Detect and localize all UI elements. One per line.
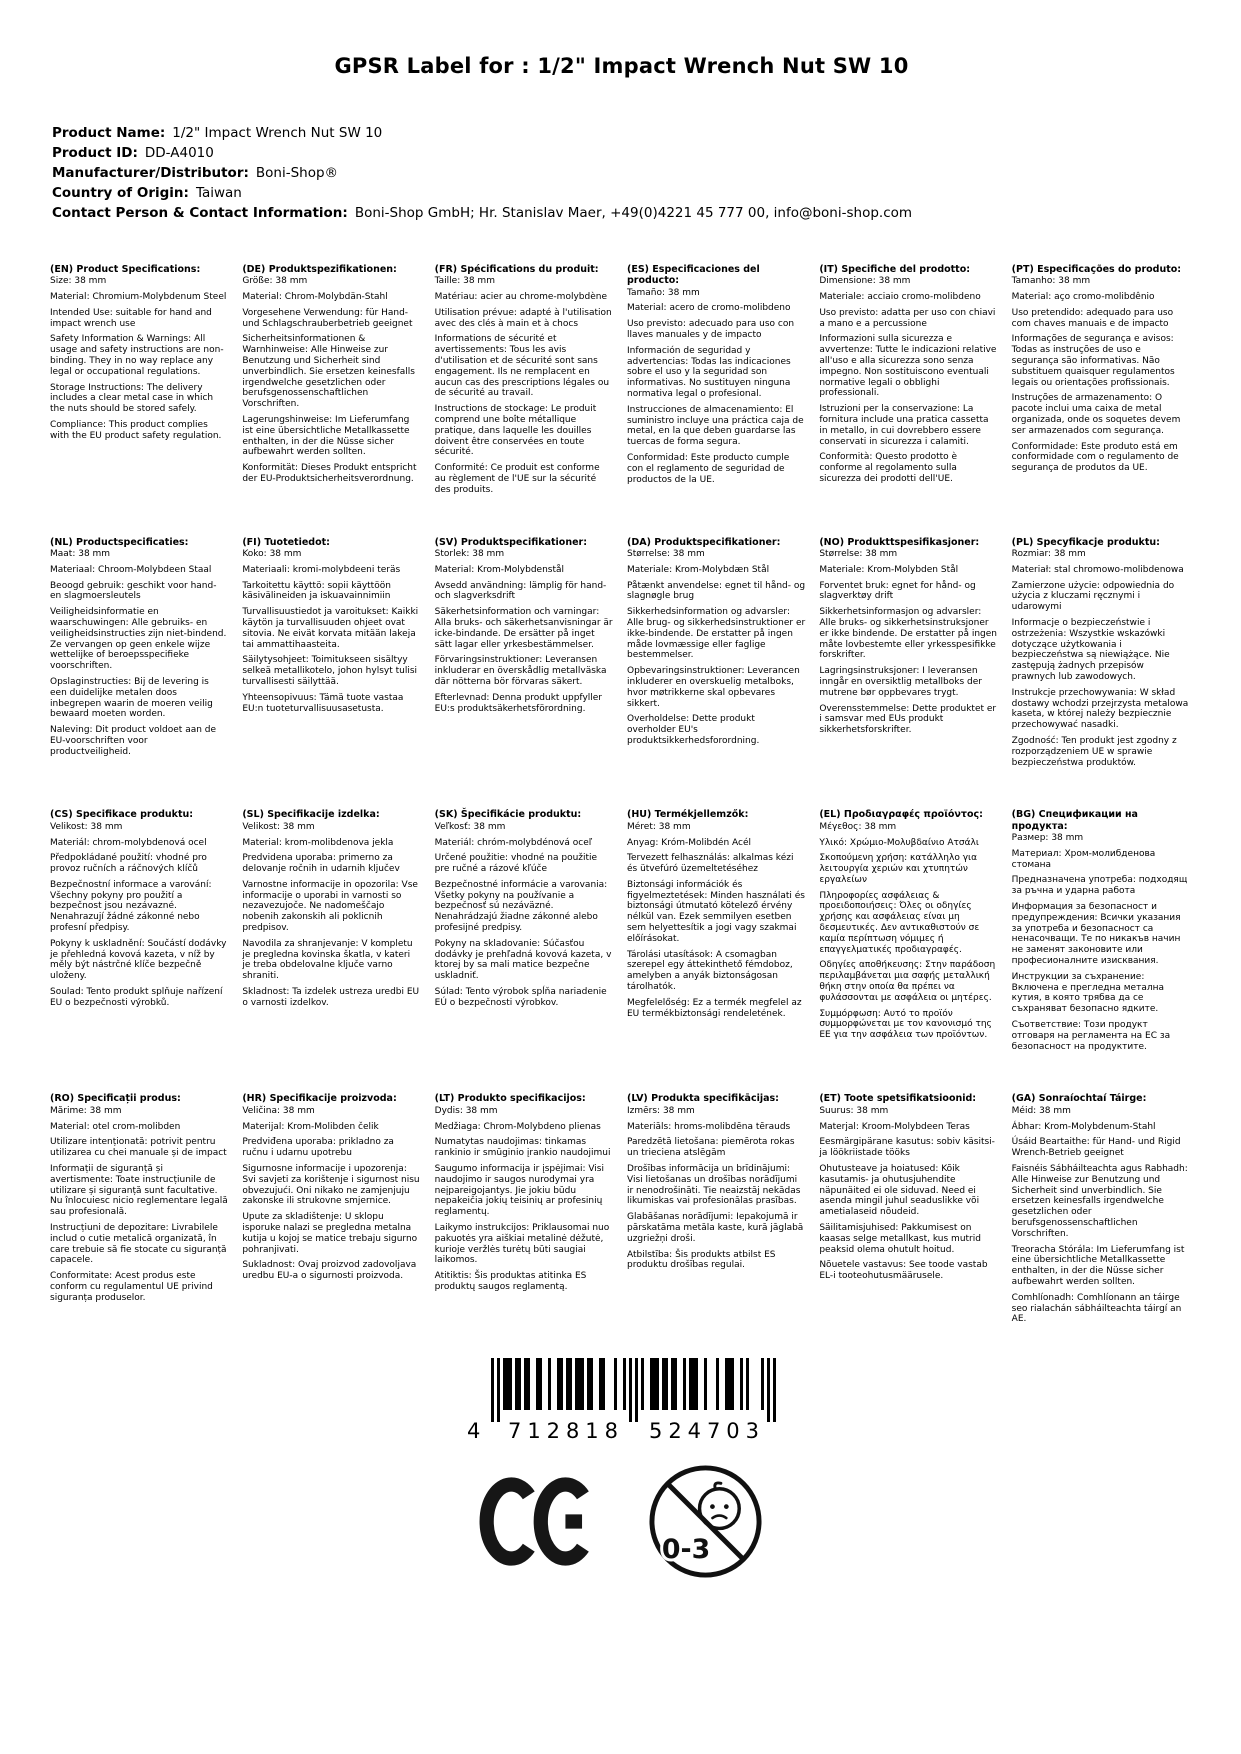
spec-paragraph: Určené použitie: vhodné na použitie pre ručné a rázové kľúče xyxy=(434,853,598,875)
spec-paragraph: Drošības informācija un brīdinājumi: Visi lietošanas un drošības norādījumi ir nenodrošināti. Tie neaizstāj nekādas likumiskas vai profesionālas prasības. xyxy=(626,1164,801,1207)
spec-paragraph: Ábhar: Krom-Molybdenum-Stahl xyxy=(1011,1121,1156,1132)
spec-block-body xyxy=(819,822,997,1041)
product-info-value: Boni-Shop® xyxy=(255,164,339,181)
spec-paragraph: Maat: 38 mm xyxy=(50,548,111,559)
spec-paragraph: Πληροφορίες ασφάλειας & προειδοποιήσεις: Όλες οι οδηγίες χρήσης και ασφάλειας είναι μη δεσμευτικές. Δεν αντικαθιστούν σε καμία περίπτωση νόμιμες ή επαγγελματικές προδιαγραφές. xyxy=(819,890,980,955)
spec-paragraph: Dimensione: 38 mm xyxy=(819,276,911,287)
spec-block-no xyxy=(819,537,997,774)
barcode-bar-group xyxy=(491,1358,776,1422)
spec-block-hu xyxy=(627,809,805,1057)
spec-block-heading: (ES) Especificaciones del producto: xyxy=(626,263,760,287)
spec-paragraph: Méid: 38 mm xyxy=(1011,1105,1071,1116)
spec-paragraph: Informații de siguranță și avertismente: Toate instrucțiunile de utilizare și siguranță sunt facultative. Nu înlocuiesc nicio reglementare legală sau profesională. xyxy=(50,1164,228,1218)
spec-paragraph: Conformité: Ce produit est conforme au règlement de l'UE sur la sécurité des produits. xyxy=(434,463,600,495)
spec-paragraph: Materiál: chrom-molybdenová ocel xyxy=(50,837,207,848)
spec-paragraph: Atbilstība: Šis produkts atbilst ES produktu drošības regulai. xyxy=(626,1249,776,1271)
compliance-symbols-row xyxy=(50,1462,1193,1581)
age-warning-0-3-icon xyxy=(646,1462,765,1581)
spec-paragraph: Bezpečnostné informácie a varovania: Všetky pokyny na používanie a bezpečnosť sú nezáväzné. Nenahrádzajú žiadne zákonné alebo profesijné predpisy. xyxy=(434,879,608,934)
spec-paragraph: Tervezett felhasználás: alkalmas kézi és ütvefúró üzemeltetéséhez xyxy=(626,853,794,875)
spec-block-cs xyxy=(50,809,228,1057)
spec-paragraph: Materiał: stal chromowo-molibdenowa xyxy=(1011,564,1184,575)
product-info-label: Product Name: xyxy=(52,125,166,141)
spec-block-heading: (EN) Product Specifications: xyxy=(50,263,201,275)
spec-block-heading: (FR) Spécifications du produit: xyxy=(434,263,599,275)
spec-block-sv xyxy=(435,537,613,774)
spec-paragraph: Safety Information & Warnings: All usage and safety instructions are non-binding. They in no way replace any legal or occupational regulations. xyxy=(50,334,224,377)
product-info-value: Boni-Shop GmbH; Hr. Stanislav Maer, +49(0)4221 45 777 00, info@boni-shop.com xyxy=(354,204,913,221)
spec-paragraph: Laikymo instrukcijos: Priklausomai nuo pakuotės yra aiškiai metalinė dėžutė, kurioje veržlės turėtų būti saugiai laikomos. xyxy=(434,1223,610,1266)
spec-paragraph: Intended Use: suitable for hand and impact wrench use xyxy=(50,307,212,329)
barcode-bars xyxy=(465,1358,779,1446)
spec-grid xyxy=(50,264,1190,1330)
spec-paragraph: Materiale: Krom-Molybdæn Stål xyxy=(626,564,770,575)
spec-paragraph: Conformidad: Este producto cumple con el reglamento de seguridad de productos de la UE. xyxy=(626,452,790,485)
spec-paragraph: Matériau: acier au chrome-molybdène xyxy=(434,292,607,303)
spec-paragraph: Předpokládané použití: vhodné pro provoz ručních a ráčnových klíčů xyxy=(50,853,207,875)
spec-paragraph: Съответствие: Този продукт отговаря на регламента на ЕС за безопасност на продуктите. xyxy=(1011,1020,1171,1052)
spec-paragraph: Tárolási utasítások: A csomagban szerepel egy áttekinthető fémdoboz, amelyben a anyák biztonságosan tárolhatók. xyxy=(626,949,793,993)
spec-block-body xyxy=(1012,833,1190,1052)
spec-paragraph: Материал: Хром-молибденова стомана xyxy=(1011,848,1156,870)
spec-block-body xyxy=(242,549,420,714)
spec-paragraph: Avsedd användning: lämplig för hand- och slagverksdrift xyxy=(434,580,607,602)
spec-paragraph: Lagerungshinweise: Im Lieferumfang ist eine übersichtliche Metallkassette enthalten, in der die Nüsse sicher aufbewahrt werden sollten. xyxy=(242,415,410,458)
spec-paragraph: Koko: 38 mm xyxy=(242,548,302,559)
spec-block-sl xyxy=(242,809,420,1057)
age-warning-label: 0-3 xyxy=(661,1534,711,1566)
spec-paragraph: Material: acero de cromo-molibdeno xyxy=(626,303,791,314)
spec-block-it xyxy=(819,264,997,501)
spec-paragraph: Materiál: chróm-molybdénová oceľ xyxy=(434,837,593,848)
spec-paragraph: Uso previsto: adecuado para uso con llaves manuales y de impacto xyxy=(626,319,795,341)
spec-paragraph: Materiaal: Chroom-Molybdeen Staal xyxy=(50,564,212,575)
product-info-row xyxy=(52,204,1193,224)
spec-paragraph: Tarkoitettu käyttö: sopii käyttöön käsivälineiden ja iskuavainnimiin xyxy=(242,580,391,602)
spec-block-body xyxy=(627,288,805,486)
spec-block-heading: (LT) Produkto specifikacijos: xyxy=(434,1093,586,1105)
spec-paragraph: Οδηγίες αποθήκευσης: Στην παράδοση περιλαμβάνεται μια σαφής μεταλλική θήκη στην οποία θα πρέπει να φυλάσσονται με ασφάλεια οι μητέρες. xyxy=(819,960,996,1003)
spec-paragraph: Størrelse: 38 mm xyxy=(819,548,898,559)
spec-block-heading: (IT) Specifiche del prodotto: xyxy=(819,263,971,275)
product-info-label: Manufacturer/Distributor: xyxy=(52,164,249,181)
spec-block-heading: (PT) Especificações do produto: xyxy=(1011,263,1182,275)
barcode-left-group: 712818 xyxy=(507,1419,618,1444)
spec-block-heading: (BG) Спецификации на продукта: xyxy=(1011,809,1138,832)
product-info-label: Country of Origin: xyxy=(52,184,189,201)
spec-paragraph: Zamierzone użycie: odpowiednia do użycia z kluczami ręcznymi i udarowymi xyxy=(1011,580,1175,613)
barcode-first-digit: 4 xyxy=(466,1419,480,1444)
spec-paragraph: Conformidade: Este produto está em conformidade com o regulamento de segurança de produtos da UE. xyxy=(1011,441,1179,474)
spec-paragraph: Yhteensopivuus: Tämä tuote vastaa EU:n tuoteturvallisuusasetusta. xyxy=(242,692,404,714)
spec-block-heading: (NO) Produkttspesifikasjoner: xyxy=(819,536,980,548)
spec-paragraph: Utilisation prévue: adapté à l'utilisation avec des clés à main et à chocs xyxy=(434,307,612,329)
spec-paragraph: Materjal: Kroom-Molybdeen Teras xyxy=(819,1121,970,1132)
spec-paragraph: Forventet bruk: egnet for hånd- og slagverktøy drift xyxy=(819,580,976,602)
spec-paragraph: Material: otel crom-molibden xyxy=(50,1121,181,1132)
spec-paragraph: Storage Instructions: The delivery includes a clear metal case in which the nuts should be stored safely. xyxy=(50,382,214,415)
spec-paragraph: Material: krom-molibdenova jekla xyxy=(242,837,394,848)
spec-paragraph: Materiale: acciaio cromo-molibdeno xyxy=(819,292,981,303)
spec-block-body xyxy=(1012,276,1190,474)
spec-paragraph: Material: Krom-Molybdenstål xyxy=(434,564,565,575)
spec-paragraph: Υλικό: Χρώμιο-Μολυβδαίνιο Ατσάλι xyxy=(819,837,979,848)
spec-block-lv xyxy=(627,1093,805,1330)
product-info-label: Product ID: xyxy=(52,144,138,161)
spec-paragraph: Størrelse: 38 mm xyxy=(626,548,705,559)
spec-paragraph: Uso pretendido: adequado para uso com chaves manuais e de impacto xyxy=(1011,307,1174,329)
spec-paragraph: Instrucțiuni de depozitare: Livrabilele includ o cutie metalică organizată, în care trebuie să fie stocate cu siguranță capacele. xyxy=(50,1223,227,1266)
spec-block-heading: (RO) Specificații produs: xyxy=(50,1093,181,1105)
spec-block-body xyxy=(627,1106,805,1271)
spec-paragraph: Opbevaringsinstruktioner: Leverancen inkluderer en overskuelig metalboks, hvor møtrikkerne skal opbevares sikkert. xyxy=(626,666,800,709)
spec-paragraph: Upute za skladištenje: U sklopu isporuke nalazi se pregledna metalna kutija u kojoj se matice trebaju sigurno pohranjivati. xyxy=(242,1212,418,1255)
spec-paragraph: Sukladnost: Ovaj proizvod zadovoljava uredbu EU-a o sigurnosti proizvoda. xyxy=(242,1260,417,1282)
product-info-value: DD-A4010 xyxy=(144,144,214,161)
spec-block-body xyxy=(50,276,228,441)
spec-block-body xyxy=(819,1106,997,1282)
spec-block-heading: (EL) Προδιαγραφές προϊόντος: xyxy=(819,809,983,821)
spec-paragraph: Size: 38 mm xyxy=(50,276,107,287)
spec-paragraph: Instrucciones de almacenamiento: El suministro incluye una práctica caja de metal, en la que deben guardarse las tuercas de forma segura. xyxy=(626,404,804,448)
spec-paragraph: Materiale: Krom-Molybden Stål xyxy=(819,564,959,575)
spec-paragraph: Opslaginstructies: Bij de levering is een duidelijke metalen doos inbegrepen waarin de moeren veilig bewaard moeten worden. xyxy=(50,676,213,720)
spec-block-nl xyxy=(50,537,228,774)
spec-paragraph: Lagringsinstruksjoner: I leveransen inngår en oversiktlig metallboks der mutrene bør oppbevares trygt. xyxy=(819,666,982,698)
product-info-section xyxy=(52,124,1193,224)
spec-paragraph: Biztonsági információk és figyelmeztetések: Minden használati és biztonsági útmutató kötelező érvény nélkül van. Ezek semmilyen esetben sem helyettesítik a jogi vagy szakmai előírásokat. xyxy=(626,879,805,944)
spec-paragraph: Megfelelőség: Ez a termék megfelel az EU termékbiztonsági rendeletének. xyxy=(626,997,802,1019)
spec-paragraph: Dydis: 38 mm xyxy=(434,1105,498,1116)
spec-paragraph: Instrukcje przechowywania: W skład dostawy wchodzi przejrzysta metalowa kaseta, w której należy bezpiecznie przechowywać nasadki. xyxy=(1011,687,1189,731)
spec-paragraph: Förvaringsinstruktioner: Leveransen inkluderar en överskådlig metallväska där nötterna bör förvaras säkert. xyxy=(434,655,607,687)
spec-block-body xyxy=(50,1106,228,1304)
spec-paragraph: Utilizare intenționată: potrivit pentru utilizarea cu chei manuale și de impact xyxy=(50,1137,227,1159)
barcode-section xyxy=(50,1358,1193,1581)
spec-block-heading: (SK) Špecifikácie produktu: xyxy=(434,809,582,821)
spec-paragraph: Sikkerhetsinformasjon og advarsler: Alle bruks- og sikkerhetsinstruksjoner er ikke bindende. De erstatter på ingen måte lovbestemte eller yrkesspesifikke forskrifter. xyxy=(819,607,997,661)
spec-block-body xyxy=(242,1106,420,1282)
spec-block-heading: (HU) Termékjellemzők: xyxy=(626,809,749,821)
spec-paragraph: Veličina: 38 mm xyxy=(242,1105,315,1116)
product-info-row xyxy=(52,164,1193,184)
spec-block-bg xyxy=(1012,809,1190,1057)
spec-block-heading: (DA) Produktspecifikationer: xyxy=(626,536,781,548)
spec-paragraph: Medžiaga: Chrom-Molybdeno plienas xyxy=(434,1121,601,1132)
spec-paragraph: Compliance: This product complies with the EU product safety regulation. xyxy=(50,420,222,441)
spec-paragraph: Eesmärgipärane kasutus: sobiv käsitsi- ja löökriistade tööks xyxy=(819,1137,995,1159)
spec-block-fi xyxy=(242,537,420,774)
spec-block-body xyxy=(627,822,805,1020)
spec-block-body xyxy=(1012,1106,1190,1325)
spec-paragraph: Comhlíonadh: Comhlíonann an táirge seo rialachán sábháilteachta táirgí an AE. xyxy=(1011,1292,1182,1325)
spec-paragraph: Material: Chromium-Molybdenum Steel xyxy=(50,292,227,303)
spec-paragraph: Μέγεθος: 38 mm xyxy=(819,821,897,832)
spec-block-heading: (HR) Specifikacije proizvoda: xyxy=(242,1093,397,1105)
spec-paragraph: Mărime: 38 mm xyxy=(50,1105,122,1116)
spec-block-body xyxy=(819,276,997,485)
spec-paragraph: Conformitate: Acest produs este conform cu regulamentul UE privind siguranța produselor. xyxy=(50,1271,213,1303)
product-info-value: Taiwan xyxy=(195,184,242,201)
spec-paragraph: Tamanho: 38 mm xyxy=(1011,276,1091,287)
product-info-label: Contact Person & Contact Information: xyxy=(52,204,348,221)
spec-paragraph: Zgodność: Ten produkt jest zgodny z rozporządzeniem UE w sprawie bezpieczeństwa produktów. xyxy=(1011,735,1177,768)
spec-paragraph: Informations de sécurité et avertissements: Tous les avis d'utilisation et de sécurité sont sans engagement. Ils ne remplacent en aucun cas des prescriptions légales ou de sécurité au travail. xyxy=(434,334,610,399)
spec-paragraph: Säkerhetsinformation och varningar: Alla bruks- och säkerhetsanvisningar är icke-bindande. De ersätter på inget sätt lagar eller yrkesbestämmelser. xyxy=(434,607,613,650)
spec-block-sk xyxy=(435,809,613,1057)
spec-paragraph: Påtænkt anvendelse: egnet til hånd- og slagnøgle brug xyxy=(626,580,806,602)
spec-block-el xyxy=(819,809,997,1057)
spec-paragraph: Vorgesehene Verwendung: für Hand- und Schlagschrauberbetrieb geeignet xyxy=(242,307,413,329)
spec-paragraph: Méret: 38 mm xyxy=(626,821,691,832)
spec-block-body xyxy=(627,549,805,747)
spec-paragraph: Storlek: 38 mm xyxy=(434,548,505,559)
spec-paragraph: Taille: 38 mm xyxy=(434,276,495,287)
spec-paragraph: Materiāls: hroms-molibdēna tērauds xyxy=(626,1121,791,1132)
spec-paragraph: Rozmiar: 38 mm xyxy=(1011,548,1086,559)
spec-paragraph: Faisnéis Sábháilteachta agus Rabhadh: Alle Hinweise zur Benutzung und Sicherheit sind unverbindlich. Sie ersetzen keinesfalls irgendwelche gesetzlichen oder berufsgenossenschaftlichen Vorschriften. xyxy=(1011,1164,1188,1239)
spec-paragraph: Suurus: 38 mm xyxy=(819,1105,889,1116)
spec-paragraph: Efterlevnad: Denna produkt uppfyller EU:s produktsäkerhetsförordning. xyxy=(434,692,603,714)
spec-block-body xyxy=(242,276,420,485)
spec-paragraph: Velikost: 38 mm xyxy=(50,821,123,832)
spec-paragraph: Informazioni sulla sicurezza e avvertenze: Tutte le indicazioni relative all'uso e alla sicurezza sono senza impegno. Non sostituiscono eventuali normative legali o obblighi professionali. xyxy=(819,334,997,399)
spec-block-body xyxy=(435,822,613,1009)
spec-block-es xyxy=(627,264,805,501)
spec-block-heading: (FI) Tuotetiedot: xyxy=(242,536,330,548)
spec-paragraph: Materiaali: kromi-molybdeeni teräs xyxy=(242,564,401,575)
spec-block-ga xyxy=(1012,1093,1190,1330)
spec-paragraph: Предназначена употреба: подходящ за ръчна и ударна работа xyxy=(1011,875,1188,897)
ce-mark-icon xyxy=(478,1475,594,1569)
spec-block-heading: (LV) Produkta specifikācijas: xyxy=(626,1093,779,1105)
spec-paragraph: Информация за безопасност и предупреждения: Всички указания за употреба и безопасност са ненасочващи. Те по никакъв начин не заменят законовите или професионалните изисквания. xyxy=(1011,902,1181,967)
spec-paragraph: Beoogd gebruik: geschikt voor hand- en slagmoersleutels xyxy=(50,580,217,602)
spec-paragraph: Nõuetele vastavus: See toode vastab EL-i tooteohutusmäärusele. xyxy=(819,1260,988,1282)
spec-paragraph: Información de seguridad y advertencias: Todas las indicaciones sobre el uso y la seguridad son informativas. No sustituyen ninguna normativa legal o profesional. xyxy=(626,345,791,399)
spec-paragraph: Veiligheidsinformatie en waarschuwingen: Alle gebruiks- en veiligheidsinstructies zijn niet-bindend. Ze vervangen op geen enkele wijze wettelijke of beroepsspecifieke voorschriften. xyxy=(50,607,227,672)
product-info-value: 1/2" Impact Wrench Nut SW 10 xyxy=(172,125,383,141)
spec-paragraph: Veľkosť: 38 mm xyxy=(434,821,506,832)
spec-block-heading: (CS) Specifikace produktu: xyxy=(50,809,194,821)
spec-block-heading: (SL) Specifikacije izdelka: xyxy=(242,809,380,821)
spec-block-body xyxy=(50,822,228,1009)
spec-block-heading: (DE) Produktspezifikationen: xyxy=(242,263,397,275)
spec-paragraph: Saugumo informacija ir įspėjimai: Visi naudojimo ir saugos nurodymai yra neįpareigojantys. Jie jokiu būdu nepakeičia jokių teisinių ar profesinių reglamentų. xyxy=(434,1164,604,1218)
spec-paragraph: Instructions de stockage: Le produit comprend une boîte métallique pratique, dans laquelle les douilles doivent être conservées en toute sécurité. xyxy=(434,404,597,458)
spec-block-body xyxy=(50,549,228,758)
spec-block-et xyxy=(819,1093,997,1330)
spec-block-de xyxy=(242,264,420,501)
spec-paragraph: Soulad: Tento produkt splňuje nařízení EU o bezpečnosti výrobků. xyxy=(50,987,223,1008)
product-info-row xyxy=(52,124,1193,144)
spec-paragraph: Numatytas naudojimas: tinkamas rankinio ir smūginio įrankio naudojimui xyxy=(434,1137,611,1159)
spec-paragraph: Overensstemmelse: Dette produktet er i samsvar med EUs produkt sikkerhetsforskrifter. xyxy=(819,703,997,736)
spec-paragraph: Conformità: Questo prodotto è conforme al regolamento sulla sicurezza dei prodotti dell'UE. xyxy=(819,452,958,484)
spec-paragraph: Predviđena uporaba: prikladno za ručnu i udarnu upotrebu xyxy=(242,1137,394,1159)
spec-paragraph: Sicherheitsinformationen & Warnhinweise: Alle Hinweise zur Benutzung und Sicherheit sind unverbindlich. Sie ersetzen keinesfalls irgendwelche gesetzlichen oder berufsgenossenschaftlichen Vorschriften. xyxy=(242,334,415,410)
spec-block-heading: (SV) Produktspecifikationer: xyxy=(434,536,588,548)
spec-paragraph: Pokyny k uskladnění: Součástí dodávky je přehledná kovová kazeta, v níž by měly být nástrčné klíče bezpečně uloženy. xyxy=(50,938,227,982)
spec-paragraph: Informações de segurança e avisos: Todas as instruções de uso e segurança são informativas. Não substituem quaisquer regulamentos legais ou orientações profissionais. xyxy=(1011,334,1175,388)
spec-paragraph: Συμμόρφωση: Αυτό το προϊόν συμμορφώνεται με τον κανονισμό της ΕΕ για την ασφάλεια των προϊόντων. xyxy=(819,1008,992,1041)
spec-paragraph: Izmērs: 38 mm xyxy=(626,1105,695,1116)
spec-paragraph: Sigurnosne informacije i upozorenja: Svi savjeti za korištenje i sigurnost nisu obvezujući. Oni nikako ne zamjenjuju zakonske ili strukovne smjernice. xyxy=(242,1164,420,1207)
spec-paragraph: Atitiktis: Šis produktas atitinka ES produktų saugos reglamentą. xyxy=(434,1271,587,1292)
spec-paragraph: Turvallisuustiedot ja varoitukset: Kaikki käytön ja turvallisuuden ohjeet ovat sitovia. Ne eivät korvata mitään lakeja tai ammattihaasteita. xyxy=(242,607,419,650)
spec-paragraph: Úsáid Beartaithe: für Hand- und Rigid Wrench-Betrieb geeignet xyxy=(1011,1137,1181,1159)
ean13-barcode xyxy=(465,1358,779,1450)
spec-paragraph: Konformität: Dieses Produkt entspricht der EU-Produktsicherheitsverordnung. xyxy=(242,463,417,484)
spec-block-da xyxy=(627,537,805,774)
spec-block-body xyxy=(242,822,420,1009)
spec-block-body xyxy=(819,549,997,736)
barcode-right-group: 524703 xyxy=(648,1419,759,1444)
spec-block-heading: (ET) Toote spetsifikatsioonid: xyxy=(819,1093,977,1105)
spec-paragraph: Tamaño: 38 mm xyxy=(626,287,700,298)
spec-block-lt xyxy=(435,1093,613,1330)
page-title: GPSR Label for : 1/2" Impact Wrench Nut SW 10 xyxy=(334,54,909,78)
spec-paragraph: Paredzētā lietošana: piemērota rokas un trieciena atslēgām xyxy=(626,1137,795,1159)
spec-paragraph: Anyag: Króm-Molibdén Acél xyxy=(626,837,752,848)
spec-paragraph: Velikost: 38 mm xyxy=(242,821,315,832)
spec-block-body xyxy=(435,549,613,714)
spec-block-body xyxy=(435,276,613,495)
spec-paragraph: Varnostne informacije in opozorila: Vse informacije o uporabi in varnosti so nezavezujoče. Ne nadomeščajo nobenih zakonskih ali poklicnih predpisov. xyxy=(242,879,418,934)
spec-paragraph: Sikkerhedsinformation og advarsler: Alle brug- og sikkerhedsinstruktioner er ikke-bindende. De erstatter på ingen måde lovmæssige eller faglige bestemmelser. xyxy=(626,607,806,661)
spec-block-hr xyxy=(242,1093,420,1330)
spec-block-heading: (NL) Productspecificaties: xyxy=(50,536,189,548)
spec-paragraph: Materijal: Krom-Molibden čelik xyxy=(242,1121,379,1132)
spec-paragraph: Bezpečnostní informace a varování: Všechny pokyny pro použití a bezpečnost jsou nezávazné. Nenahrazují žádné zákonné nebo profesní předpisy. xyxy=(50,879,212,934)
spec-paragraph: Skladnost: Ta izdelek ustreza uredbi EU o varnosti izdelkov. xyxy=(242,987,420,1008)
spec-paragraph: Informacje o bezpieczeństwie i ostrzeżenia: Wszystkie wskazówki dotyczące użytkowania i bezpieczeństwa są niewiążące. Nie zastępują żadnych przepisów prawnych lub zawodowych. xyxy=(1011,617,1170,682)
spec-paragraph: Súlad: Tento výrobok spĺňa nariadenie EÚ o bezpečnosti výrobkov. xyxy=(434,987,607,1008)
spec-paragraph: Uso previsto: adatta per uso con chiavi a mano e a percussione xyxy=(819,307,996,329)
spec-paragraph: Material: aço cromo-molibdênio xyxy=(1011,292,1155,303)
product-info-row xyxy=(52,184,1193,204)
spec-block-en xyxy=(50,264,228,501)
spec-paragraph: Инструкции за съхранение: Включена е прегледна метална кутия, в която трябва да се съхраняват безопасно ядките. xyxy=(1011,971,1164,1015)
spec-block-heading: (PL) Specyfikacje produktu: xyxy=(1011,536,1160,548)
spec-paragraph: Material: Chrom-Molybdän-Stahl xyxy=(242,292,388,303)
spec-paragraph: Ohutusteave ja hoiatused: Kõik kasutamis- ja ohutusjuhendite näpunäited ei ole siduvad. Need ei asenda mingil juhul seaduslikke või ametialaseid nõudeid. xyxy=(819,1164,980,1218)
spec-paragraph: Predvidena uporaba: primerno za delovanje ročnih in udarnih ključev xyxy=(242,853,400,875)
spec-paragraph: Istruzioni per la conservazione: La fornitura include una pratica cassetta in metallo, in cui dovrebbero essere conservati in sicurezza i calamiti. xyxy=(819,404,989,447)
spec-block-body xyxy=(1012,549,1190,768)
product-info-row xyxy=(52,144,1193,164)
spec-block-heading: (GA) Sonraíochtaí Táirge: xyxy=(1011,1093,1147,1105)
spec-paragraph: Größe: 38 mm xyxy=(242,276,308,287)
spec-paragraph: Naleving: Dit product voldoet aan de EU-voorschriften voor productveiligheid. xyxy=(50,725,217,757)
spec-paragraph: Σκοπούμενη χρήση: κατάλληλο για λειτουργία χεριών και χτυπητών εργαλείων xyxy=(819,853,977,885)
spec-block-pt xyxy=(1012,264,1190,501)
spec-paragraph: Navodila za shranjevanje: V kompletu je pregledna kovinska škatla, v kateri je treba obdelovalne ključe varno shraniti. xyxy=(242,938,413,982)
spec-block-ro xyxy=(50,1093,228,1330)
spec-block-pl xyxy=(1012,537,1190,774)
spec-paragraph: Размер: 38 mm xyxy=(1011,833,1084,844)
spec-block-fr xyxy=(435,264,613,501)
spec-paragraph: Overholdelse: Dette produkt overholder EU's produktsikkerhedsforordning. xyxy=(626,714,760,746)
spec-paragraph: Treoracha Stórála: Im Lieferumfang ist eine übersichtliche Metallkassette enthalten, in der die Nüsse sicher aufbewahrt werden sollten. xyxy=(1011,1244,1185,1287)
spec-paragraph: Instruções de armazenamento: O pacote inclui uma caixa de metal organizada, onde os soquetes devem ser armazenados com segurança. xyxy=(1011,393,1181,436)
spec-paragraph: Säilitamisjuhised: Pakkumisest on kaasas selge metallkast, kus mutrid peaksid olema ohutult hoitud. xyxy=(819,1223,981,1255)
spec-paragraph: Glabāšanas norādījumi: Iepakojumā ir pārskatāma metāla kaste, kurā jāglabā uzgriežņi droši. xyxy=(626,1212,804,1244)
spec-block-body xyxy=(435,1106,613,1293)
spec-paragraph: Pokyny na skladovanie: Súčasťou dodávky je prehľadná kovová kazeta, v ktorej by sa mali matice bezpečne uskladniť. xyxy=(434,938,612,982)
spec-paragraph: Säilytysohjeet: Toimitukseen sisältyy selkeä metallikotelo, johon hylsyt tulisi turvallisesti säilyttää. xyxy=(242,655,418,687)
